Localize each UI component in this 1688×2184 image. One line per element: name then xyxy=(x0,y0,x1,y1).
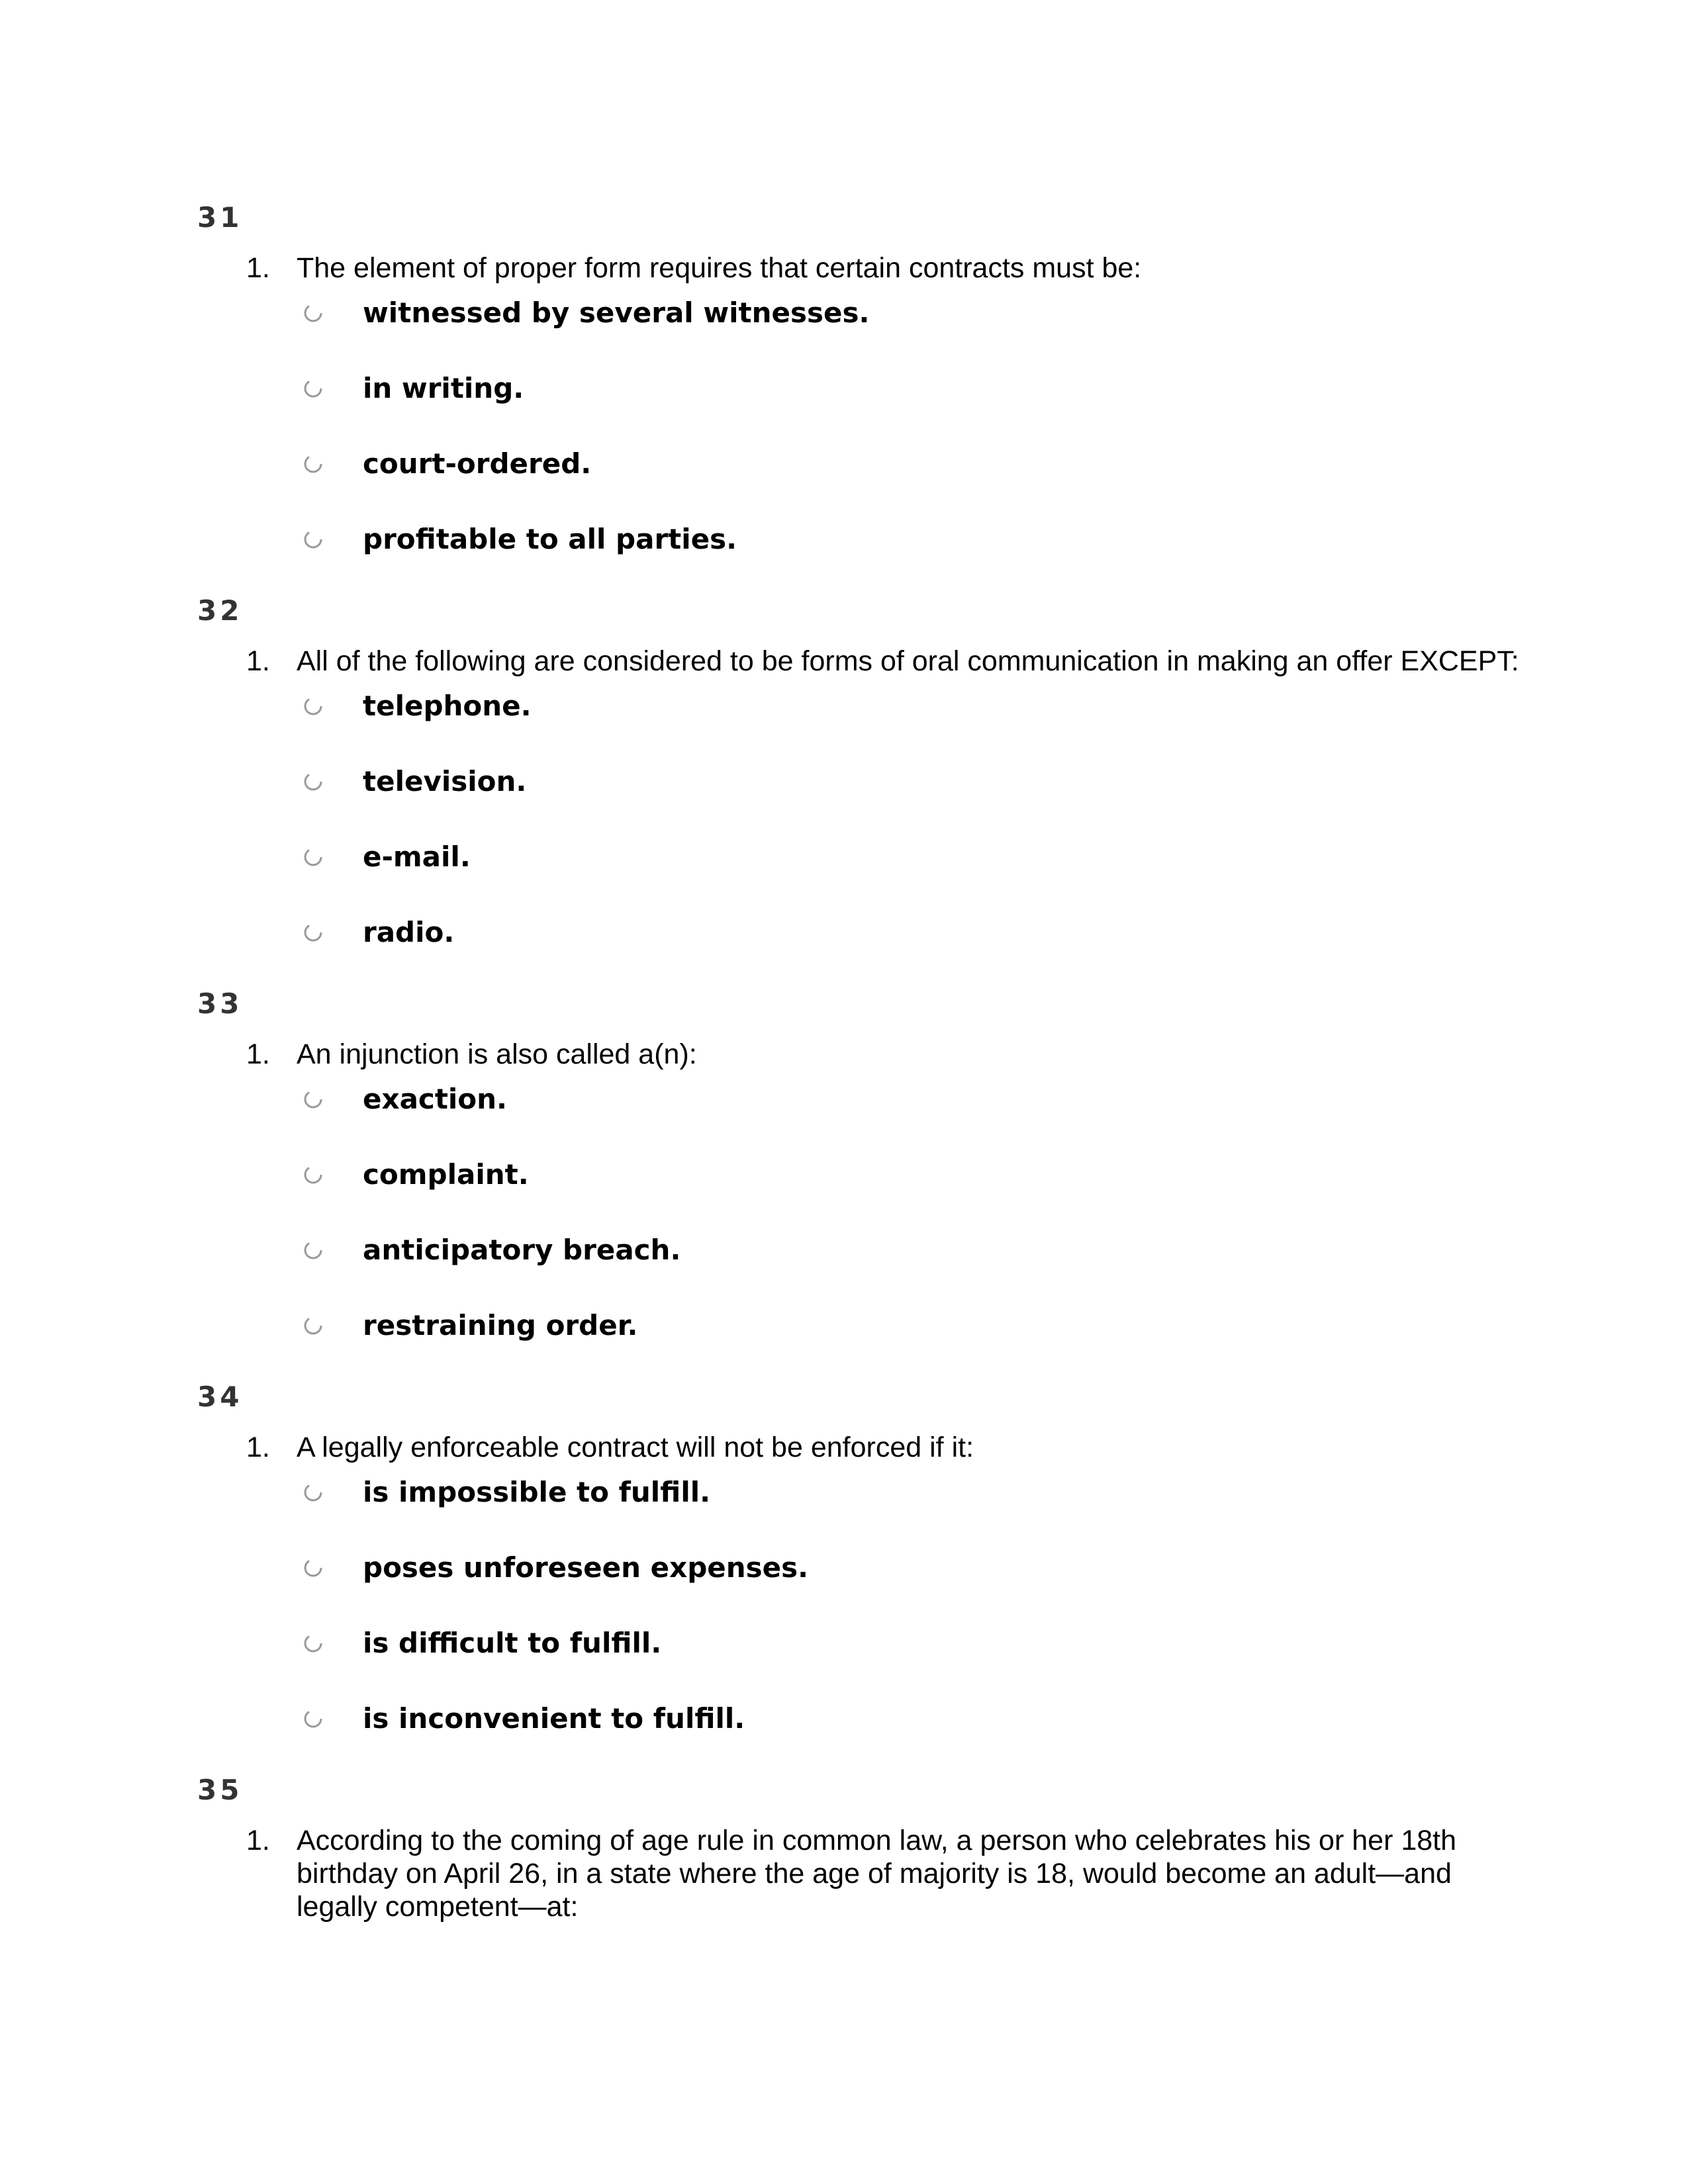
radio-button-icon[interactable] xyxy=(303,696,323,716)
answer-option[interactable] xyxy=(0,762,1688,802)
answer-option-label: witnessed by several witnesses. xyxy=(363,296,870,329)
question-number: 32 xyxy=(197,594,243,627)
question-number: 31 xyxy=(197,201,243,234)
answer-option[interactable] xyxy=(0,294,1688,334)
question-index: 1. xyxy=(246,252,270,284)
question-text: All of the following are considered to be forms of oral communication in making an offer EXCEPT: xyxy=(297,645,1519,677)
answer-option[interactable] xyxy=(0,520,1688,560)
question-number: 33 xyxy=(197,987,243,1020)
radio-button-icon[interactable] xyxy=(303,379,323,398)
answer-option-label: television. xyxy=(363,765,527,797)
radio-button-icon[interactable] xyxy=(303,529,323,549)
radio-button-icon[interactable] xyxy=(303,772,323,792)
answer-option-label: is difficult to fulfill. xyxy=(363,1627,662,1659)
question-index: 1. xyxy=(246,1432,270,1463)
question-text: According to the coming of age rule in common law, a person who celebrates his or her 18th birthday on April 26, in a state where the age of majority is 18, would become an adult—and legally competent—at: xyxy=(297,1825,1457,1923)
radio-button-icon[interactable] xyxy=(303,1558,323,1578)
answer-option[interactable] xyxy=(0,1473,1688,1513)
question-index: 1. xyxy=(246,1825,270,1856)
answer-option-label: telephone. xyxy=(363,690,532,722)
answer-option-label: exaction. xyxy=(363,1083,507,1115)
answer-option-label: complaint. xyxy=(363,1158,529,1191)
question-text: The element of proper form requires that certain contracts must be: xyxy=(297,252,1142,284)
answer-option-label: restraining order. xyxy=(363,1309,638,1342)
answer-option-label: court-ordered. xyxy=(363,447,592,480)
answer-option-label: in writing. xyxy=(363,372,524,404)
answer-option-label: is inconvenient to fulfill. xyxy=(363,1702,745,1735)
answer-option[interactable] xyxy=(0,838,1688,878)
answer-option[interactable] xyxy=(0,1231,1688,1271)
answer-option[interactable] xyxy=(0,687,1688,727)
answer-option-label: profitable to all parties. xyxy=(363,523,737,555)
answer-option[interactable] xyxy=(0,913,1688,953)
radio-button-icon[interactable] xyxy=(303,1165,323,1185)
radio-button-icon[interactable] xyxy=(303,1482,323,1502)
answer-option[interactable] xyxy=(0,1624,1688,1664)
answer-option[interactable] xyxy=(0,445,1688,484)
answer-option-label: anticipatory breach. xyxy=(363,1234,681,1266)
radio-button-icon[interactable] xyxy=(303,923,323,942)
question-index: 1. xyxy=(246,645,270,677)
answer-option[interactable] xyxy=(0,1306,1688,1346)
answer-option[interactable] xyxy=(0,1156,1688,1195)
question-index: 1. xyxy=(246,1038,270,1070)
question-text: An injunction is also called a(n): xyxy=(297,1038,697,1070)
radio-button-icon[interactable] xyxy=(303,1709,323,1729)
radio-button-icon[interactable] xyxy=(303,303,323,323)
question-number: 35 xyxy=(197,1774,243,1806)
answer-option[interactable] xyxy=(0,369,1688,409)
question-number: 34 xyxy=(197,1381,243,1413)
answer-option[interactable] xyxy=(0,1549,1688,1588)
answer-option-label: poses unforeseen expenses. xyxy=(363,1551,809,1584)
answer-option[interactable] xyxy=(0,1080,1688,1120)
answer-option-label: e-mail. xyxy=(363,841,471,873)
answer-option-label: is impossible to fulfill. xyxy=(363,1476,711,1508)
answer-option-label: radio. xyxy=(363,916,455,948)
radio-button-icon[interactable] xyxy=(303,1240,323,1260)
radio-button-icon[interactable] xyxy=(303,847,323,867)
radio-button-icon[interactable] xyxy=(303,1633,323,1653)
radio-button-icon[interactable] xyxy=(303,454,323,474)
question-text: A legally enforceable contract will not be enforced if it: xyxy=(297,1432,974,1463)
radio-button-icon[interactable] xyxy=(303,1316,323,1336)
answer-option[interactable] xyxy=(0,1700,1688,1739)
radio-button-icon[interactable] xyxy=(303,1089,323,1109)
